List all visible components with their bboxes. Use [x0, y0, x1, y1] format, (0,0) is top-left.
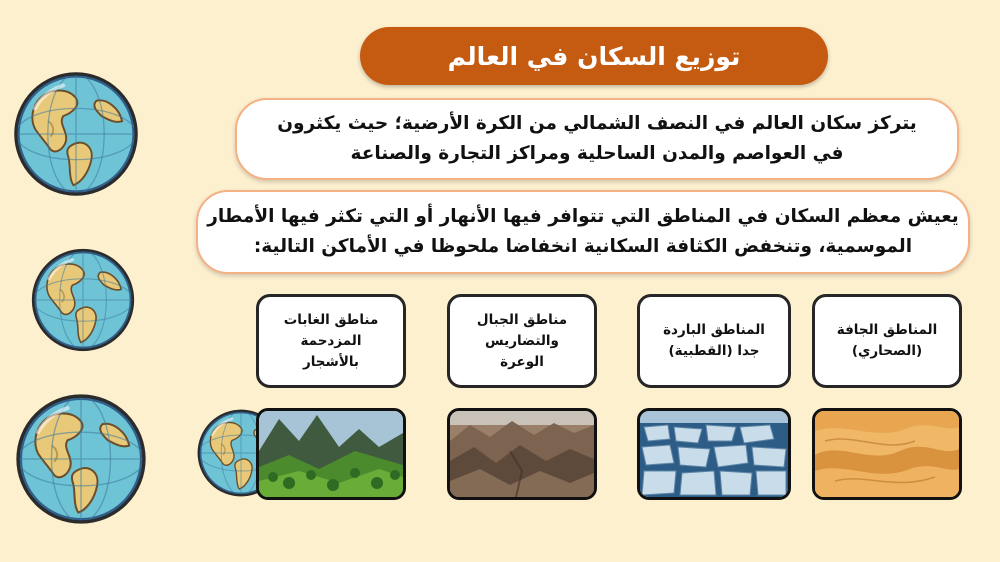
region-card-line: والتضاريس [485, 332, 559, 349]
mountains-image [447, 408, 597, 500]
intro-text-box [235, 98, 959, 180]
region-card-line: مناطق الغابات [283, 311, 379, 328]
region-card-forest [256, 294, 406, 388]
intro-line-2: في العواصم والمدن الساحلية ومراكز التجارة والصناعة [350, 143, 844, 164]
region-card-line: المزدحمة [300, 332, 362, 349]
region-card-line: المناطق الباردة [663, 322, 765, 338]
distribution-text-box [196, 190, 970, 274]
distribution-line-2: الموسمية، وتنخفض الكثافة السكانية انخفاضا ملحوظا في الأماكن التالية: [253, 236, 913, 257]
region-card-line: (الصحاري) [851, 343, 923, 359]
distribution-line-1: يعيش معظم السكان في المناطق التي تتوافر فيها الأنهار أو التي تكثر فيها الأمطار [207, 206, 959, 227]
region-card-line: مناطق الجبال [476, 311, 568, 328]
polar-ice-image [637, 408, 791, 500]
globe-icon [14, 392, 148, 526]
region-card-line: الوعرة [500, 353, 544, 370]
intro-line-1: يتركز سكان العالم في النصف الشمالي من الكرة الأرضية؛ حيث يكثرون [277, 113, 917, 134]
region-card-line: بالأشجار [302, 353, 360, 370]
forest-image [256, 408, 406, 500]
region-card-line: المناطق الجافة [836, 322, 938, 338]
region-card-mountains [447, 294, 597, 388]
globe-icon [12, 70, 140, 198]
region-card-line: جدا (القطبية) [668, 343, 760, 359]
page-title: توزيع السكان في العالم [360, 27, 828, 85]
region-card-desert [812, 294, 962, 388]
globe-icon [30, 247, 136, 353]
desert-image [812, 408, 962, 500]
region-card-polar [637, 294, 791, 388]
